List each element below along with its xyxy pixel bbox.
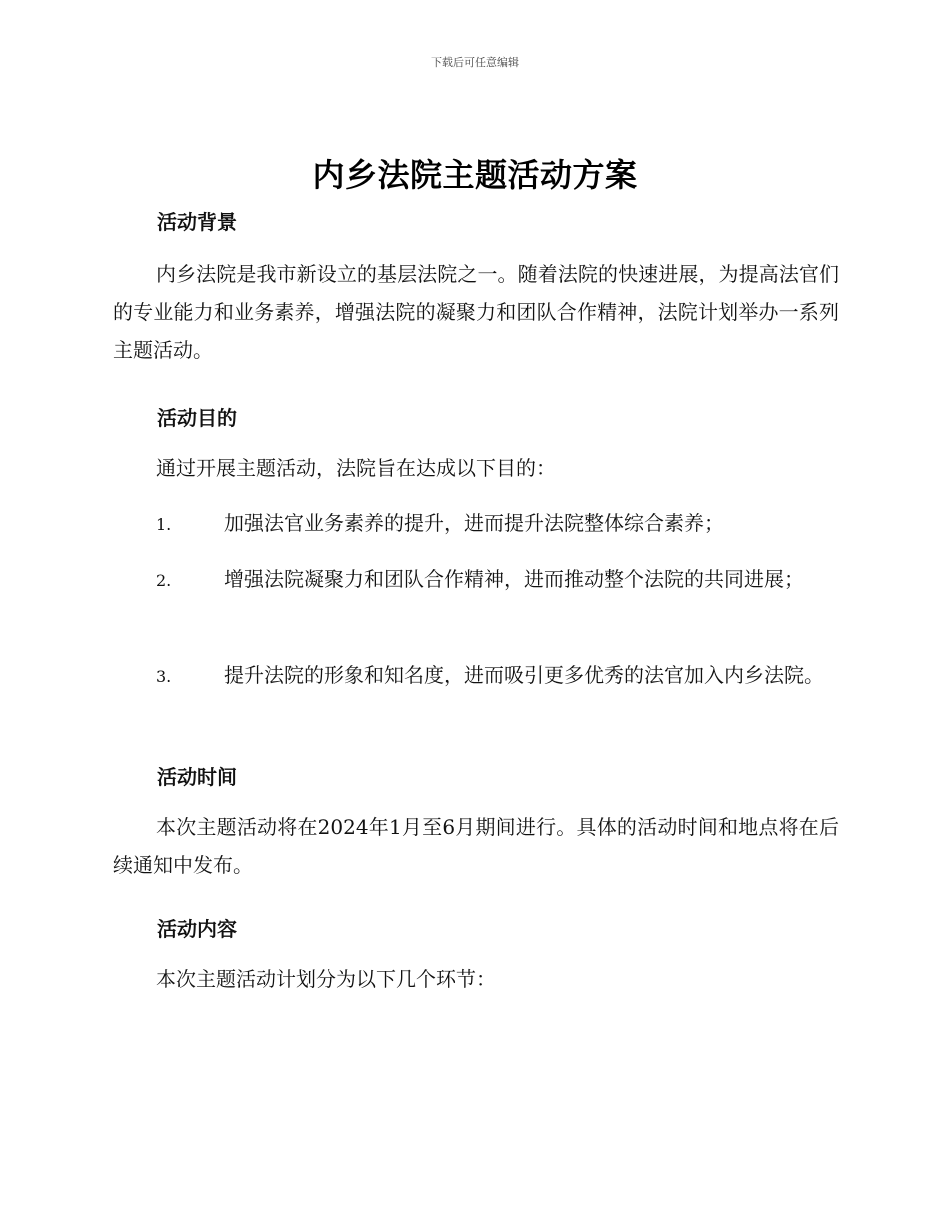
purpose-list-item xyxy=(113,558,813,602)
section-heading-purpose: 活动目的 xyxy=(157,406,237,430)
time-paragraph: 本次主题活动将在2024年1月至6月期间进行。具体的活动时间和地点将在后续通知中发布。 xyxy=(113,815,839,877)
section-heading-content: 活动内容 xyxy=(157,917,237,941)
purpose-list-item xyxy=(113,502,839,546)
purpose-intro-paragraph: 通过开展主题活动，法院旨在达成以下目的： xyxy=(156,456,556,480)
list-item-number: 2. xyxy=(156,571,172,590)
list-item-text: 加强法官业务素养的提升，进而提升法院整体综合素养； xyxy=(224,511,724,535)
section-heading-time: 活动时间 xyxy=(157,765,237,789)
content-intro-paragraph: 本次主题活动计划分为以下几个环节： xyxy=(156,967,496,991)
list-item-text: 增强法院凝聚力和团队合作精神，进而推动整个法院的共同进展； xyxy=(224,567,804,591)
list-item-number: 1. xyxy=(156,515,172,534)
section-heading-background: 活动背景 xyxy=(157,210,237,234)
background-paragraph: 内乡法院是我市新设立的基层法院之一。随着法院的快速进展，为提高法官们的专业能力和业务素养，增强法院的凝聚力和团队合作精神，法院计划举办一系列主题活动。 xyxy=(113,262,839,362)
purpose-list-item xyxy=(113,654,839,698)
list-item-text: 提升法院的形象和知名度，进而吸引更多优秀的法官加入内乡法院。 xyxy=(224,663,824,687)
document-title: 内乡法院主题活动方案 xyxy=(312,156,638,194)
header-note: 下载后可任意编辑 xyxy=(431,56,519,69)
list-item-number: 3. xyxy=(156,667,172,686)
